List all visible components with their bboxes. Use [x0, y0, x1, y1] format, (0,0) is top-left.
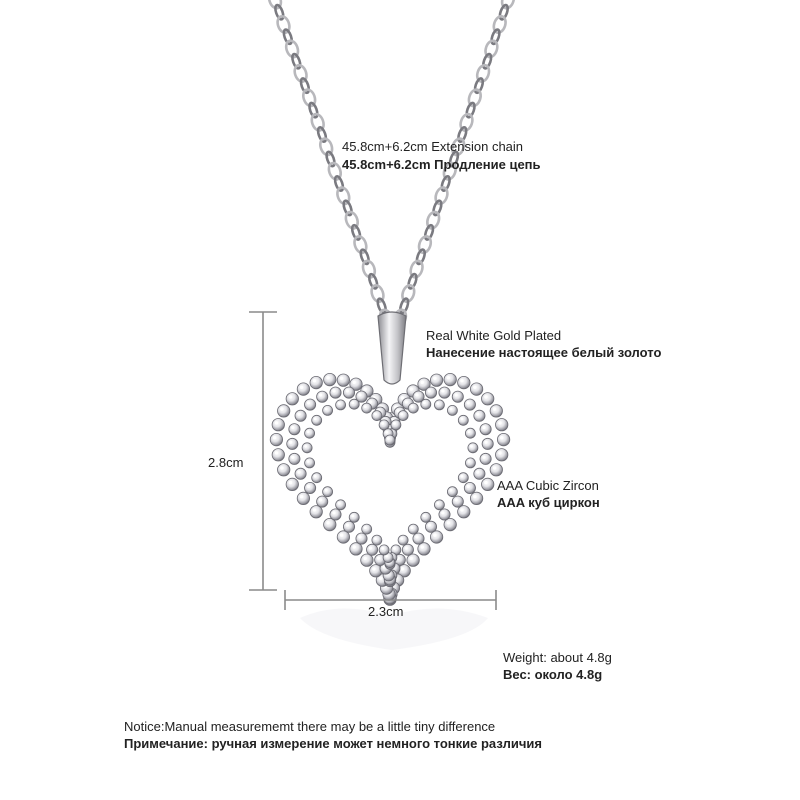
zircon-stone	[425, 521, 436, 532]
zircon-stone	[425, 387, 436, 398]
zircon-stone	[496, 449, 508, 461]
stone-highlight	[363, 387, 366, 390]
stone-highlight	[450, 408, 453, 411]
stone-highlight	[275, 451, 278, 454]
stone-highlight	[381, 547, 384, 550]
stone-highlight	[346, 389, 349, 392]
zircon-stone	[408, 524, 418, 534]
stone-highlight	[326, 521, 329, 524]
chain-length-text-en: 45.8cm+6.2cm Extension chain	[342, 139, 524, 154]
stone-highlight	[428, 389, 431, 392]
stone-highlight	[441, 511, 444, 514]
stone-highlight	[437, 502, 440, 505]
notice-text-ru: Примечание: ручная измерение может немного тонкие различия	[124, 736, 542, 751]
width-label: 2.3cm	[368, 604, 404, 619]
stone-highlight	[450, 489, 453, 492]
stone-highlight	[484, 395, 487, 398]
zircon-stone	[317, 391, 328, 402]
zircon-stone	[458, 376, 470, 388]
stone-highlight	[379, 577, 382, 580]
notice-text-en: Notice:Manual measurememt there may be a little tiny difference	[124, 719, 496, 734]
zircon-stone	[310, 376, 322, 388]
stone-highlight	[405, 547, 408, 550]
zircon-stone	[297, 492, 309, 504]
stone-highlight	[332, 511, 335, 514]
zircon-stone	[452, 391, 463, 402]
stone-highlight	[319, 393, 322, 396]
stone-highlight	[280, 466, 283, 469]
stone-highlight	[300, 495, 303, 498]
stone-highlight	[467, 485, 470, 488]
stone-highlight	[358, 393, 361, 396]
stone-highlight	[400, 413, 403, 416]
stones-text-ru: AAA куб циркон	[497, 495, 600, 510]
stone-highlight	[387, 437, 390, 440]
stone-highlight	[460, 508, 463, 511]
zircon-stone	[330, 387, 341, 398]
zircon-stone	[439, 387, 450, 398]
stone-highlight	[307, 485, 310, 488]
stone-highlight	[476, 413, 479, 416]
stone-highlight	[500, 436, 503, 439]
stone-highlight	[473, 495, 476, 498]
stone-highlight	[447, 376, 450, 379]
zircon-stone	[349, 399, 359, 409]
stone-highlight	[385, 555, 388, 558]
stone-highlight	[428, 524, 431, 527]
stone-highlight	[493, 466, 496, 469]
zircon-stone	[408, 403, 418, 413]
zircon-stone	[367, 544, 378, 555]
height-dimension-line	[249, 312, 277, 590]
zircon-stone	[444, 373, 456, 385]
zircon-stone	[434, 400, 444, 410]
stone-highlight	[313, 379, 316, 382]
stone-highlight	[314, 475, 317, 478]
stone-highlight	[410, 405, 413, 408]
zircon-stone	[480, 424, 491, 435]
zircon-stone	[356, 533, 367, 544]
stone-highlight	[300, 386, 303, 389]
stone-highlight	[297, 471, 300, 474]
stone-highlight	[401, 567, 404, 570]
zircon-stone	[372, 535, 382, 545]
zircon-stone	[336, 400, 346, 410]
zircon-stone	[278, 464, 290, 476]
stone-highlight	[273, 436, 276, 439]
zircon-stone	[490, 405, 502, 417]
plating-text-ru: Нанесение настоящее белый золото	[426, 345, 662, 360]
stone-highlight	[433, 377, 436, 380]
stone-highlight	[441, 389, 444, 392]
stone-highlight	[410, 526, 413, 529]
stone-highlight	[468, 430, 471, 433]
stone-highlight	[307, 460, 310, 463]
stone-highlight	[377, 557, 380, 560]
stone-highlight	[340, 377, 343, 380]
zircon-stone	[286, 393, 298, 405]
stone-highlight	[433, 533, 436, 536]
zircon-stone	[372, 411, 382, 421]
zircon-stone	[305, 482, 316, 493]
stone-highlight	[313, 508, 316, 511]
zircon-stone	[379, 545, 389, 555]
zircon-stone	[305, 399, 316, 410]
stone-highlight	[423, 514, 426, 517]
zircon-stone	[295, 410, 306, 421]
zircon-stone	[458, 506, 470, 518]
stone-highlight	[447, 521, 450, 524]
zircon-stone	[330, 509, 341, 520]
zircon-stone	[323, 405, 333, 415]
zircon-stone	[385, 435, 395, 445]
stone-highlight	[291, 456, 294, 459]
stone-highlight	[468, 460, 471, 463]
zircon-stone	[447, 405, 457, 415]
stone-highlight	[314, 417, 317, 420]
stone-highlight	[374, 537, 377, 540]
zircon-stone	[362, 524, 372, 534]
stone-highlight	[352, 381, 355, 384]
weight-text-en: Weight: about 4.8g	[503, 650, 612, 665]
zircon-stone	[482, 438, 493, 449]
zircon-stone	[421, 512, 431, 522]
zircon-stone	[470, 383, 482, 395]
zircon-stone	[496, 419, 508, 431]
stone-highlight	[493, 407, 496, 410]
stone-highlight	[364, 526, 367, 529]
stone-highlight	[467, 401, 470, 404]
stone-highlight	[405, 400, 408, 403]
zircon-stone	[402, 544, 413, 555]
stone-highlight	[326, 376, 329, 379]
pendant-bail	[378, 312, 406, 384]
zircon-stone	[465, 458, 475, 468]
zircon-stone	[474, 410, 485, 421]
zircon-stone	[439, 509, 450, 520]
zircon-stone	[464, 399, 475, 410]
zircon-stone	[413, 533, 424, 544]
zircon-stone	[458, 415, 468, 425]
zircon-stone	[302, 443, 312, 453]
stone-highlight	[437, 402, 440, 405]
stone-highlight	[374, 413, 377, 416]
stone-highlight	[280, 407, 283, 410]
zircon-stone	[343, 387, 354, 398]
stone-highlight	[351, 514, 354, 517]
zircon-stone	[447, 487, 457, 497]
stone-highlight	[484, 481, 487, 484]
stones-text-en: AAA Cubic Zircon	[497, 478, 599, 493]
stone-highlight	[460, 475, 463, 478]
zircon-stone	[305, 458, 315, 468]
zircon-stone	[350, 543, 362, 555]
stone-highlight	[421, 381, 424, 384]
stone-highlight	[460, 379, 463, 382]
zircon-stone	[323, 487, 333, 497]
stone-highlight	[307, 401, 310, 404]
zircon-stone	[312, 415, 322, 425]
weight-text-ru: Вес: около 4.8g	[503, 667, 603, 682]
zircon-stone	[270, 433, 282, 445]
zircon-stone	[464, 482, 475, 493]
zircon-stone	[434, 500, 444, 510]
stone-highlight	[498, 421, 501, 424]
zircon-stone	[310, 506, 322, 518]
stone-highlight	[297, 413, 300, 416]
stone-highlight	[289, 441, 292, 444]
zircon-stone	[482, 393, 494, 405]
stone-highlight	[393, 547, 396, 550]
zircon-stone	[305, 428, 315, 438]
zircon-stone	[458, 473, 468, 483]
stone-highlight	[332, 389, 335, 392]
stone-highlight	[304, 445, 307, 448]
zircon-stone	[362, 403, 372, 413]
stone-highlight	[410, 387, 413, 390]
stone-highlight	[476, 471, 479, 474]
zircon-stone	[407, 554, 419, 566]
stone-highlight	[482, 426, 485, 429]
zircon-stone	[398, 411, 408, 421]
stone-highlight	[319, 498, 322, 501]
stone-highlight	[415, 535, 418, 538]
stone-highlight	[369, 547, 372, 550]
stone-highlight	[381, 422, 384, 425]
zircon-stone	[295, 468, 306, 479]
stone-highlight	[291, 426, 294, 429]
zircon-stone	[398, 535, 408, 545]
stone-highlight	[460, 417, 463, 420]
stone-highlight	[340, 533, 343, 536]
zircon-stone	[272, 419, 284, 431]
stone-highlight	[385, 431, 388, 434]
stone-highlight	[423, 401, 426, 404]
zircon-stone	[470, 492, 482, 504]
zircon-stone	[289, 453, 300, 464]
zircon-stone	[391, 420, 401, 430]
zircon-stone	[474, 468, 485, 479]
stone-highlight	[325, 489, 328, 492]
stone-highlight	[369, 400, 372, 403]
zircon-stone	[312, 473, 322, 483]
zircon-stone	[349, 512, 359, 522]
stone-highlight	[400, 537, 403, 540]
zircon-stone	[286, 478, 298, 490]
zircon-stone	[324, 373, 336, 385]
stone-highlight	[363, 557, 366, 560]
stone-highlight	[470, 445, 473, 448]
stone-highlight	[289, 395, 292, 398]
plating-text-en: Real White Gold Plated	[426, 328, 562, 343]
zircon-stone	[452, 496, 463, 507]
zircon-stone	[336, 500, 346, 510]
zircon-stone	[317, 496, 328, 507]
zircon-stone	[480, 453, 491, 464]
stone-highlight	[484, 441, 487, 444]
stone-highlight	[421, 545, 424, 548]
stone-highlight	[351, 401, 354, 404]
stone-highlight	[498, 451, 501, 454]
stone-highlight	[352, 545, 355, 548]
stone-highlight	[455, 498, 458, 501]
stone-highlight	[275, 421, 278, 424]
stone-highlight	[338, 402, 341, 405]
zircon-stone	[278, 405, 290, 417]
zircon-stone	[337, 374, 349, 386]
zircon-stone	[297, 383, 309, 395]
stone-highlight	[415, 393, 418, 396]
zircon-stone	[430, 374, 442, 386]
chain-length-text-ru: 45.8cm+6.2cm Продление цепь	[342, 157, 541, 172]
stone-highlight	[346, 524, 349, 527]
stone-highlight	[289, 481, 292, 484]
stone-highlight	[307, 430, 310, 433]
zircon-stone	[272, 449, 284, 461]
stone-highlight	[401, 396, 404, 399]
stone-highlight	[393, 422, 396, 425]
zircon-stone	[418, 543, 430, 555]
zircon-stone	[465, 428, 475, 438]
zircon-stone	[421, 399, 431, 409]
stone-highlight	[338, 502, 341, 505]
zircon-stone	[490, 464, 502, 476]
heart-pendant	[270, 373, 510, 605]
zircon-stone	[482, 478, 494, 490]
zircon-stone	[343, 521, 354, 532]
stone-highlight	[410, 557, 413, 560]
zircon-stone	[287, 438, 298, 449]
zircon-stone	[289, 424, 300, 435]
zircon-stone	[468, 443, 478, 453]
stone-highlight	[358, 535, 361, 538]
stone-highlight	[455, 393, 458, 396]
stone-highlight	[482, 456, 485, 459]
stone-highlight	[372, 567, 375, 570]
zircon-stone	[497, 433, 509, 445]
height-label: 2.8cm	[208, 455, 244, 470]
stone-highlight	[325, 408, 328, 411]
stone-highlight	[364, 405, 367, 408]
zircon-stone	[361, 554, 373, 566]
stone-highlight	[473, 386, 476, 389]
